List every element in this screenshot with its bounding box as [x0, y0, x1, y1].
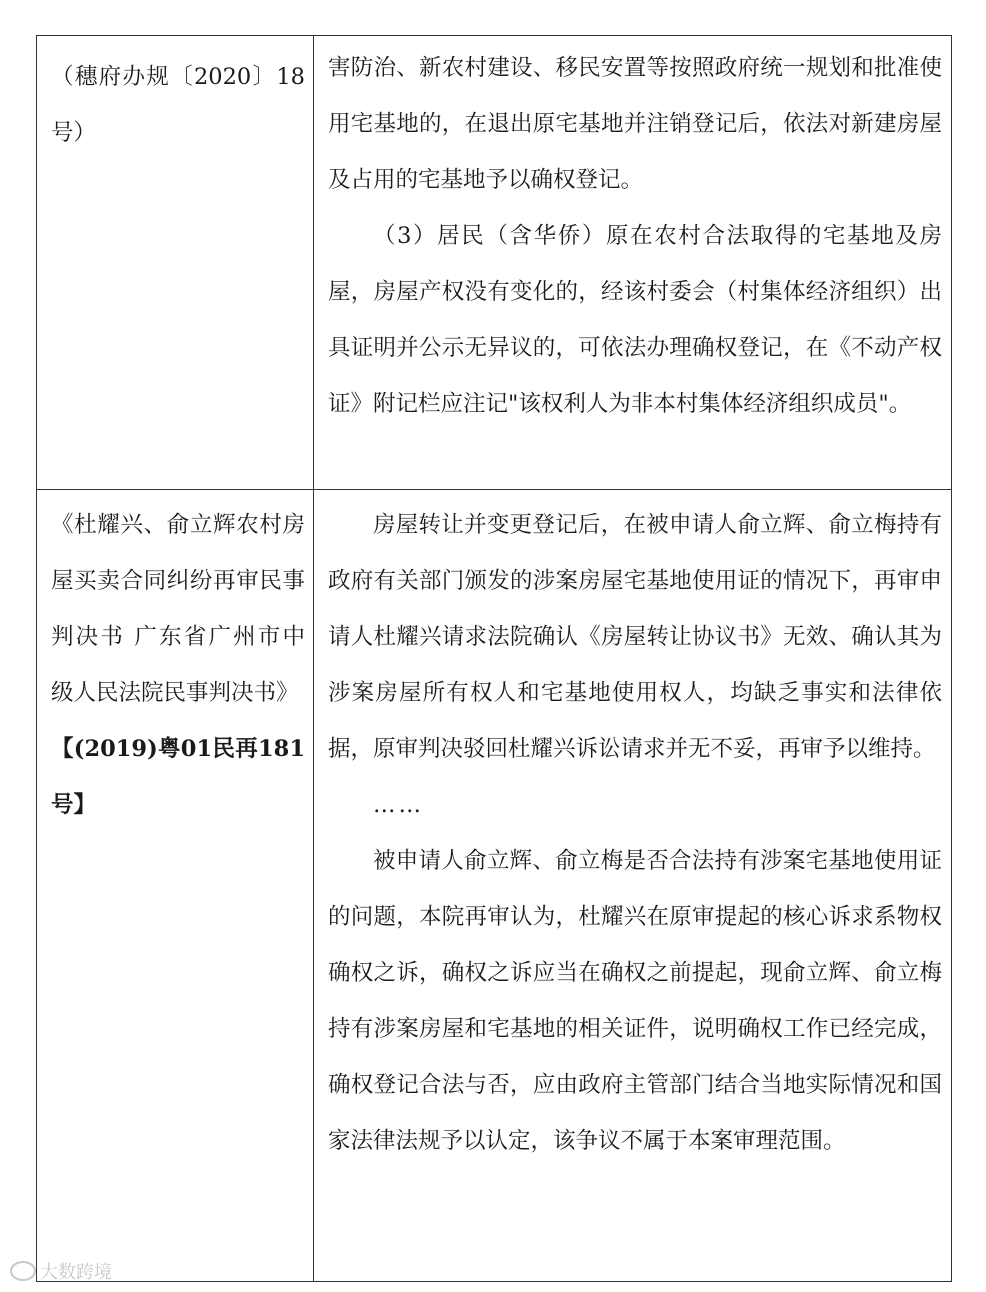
row-1-source-cell [37, 49, 313, 161]
row-2-ellipsis: …… [373, 792, 424, 818]
row-divider [37, 489, 951, 490]
row-1-content-cell [314, 40, 952, 432]
row-1-source-text: （穗府办规〔2020〕18号） [51, 64, 305, 146]
row-2-paragraph-1: 房屋转让并变更登记后，在被申请人俞立辉、俞立梅持有政府有关部门颁发的涉案房屋宅基地使用证的情况下，再审申请人杜耀兴请求法院确认《房屋转让协议书》无效、确认其为涉案房屋所有权人和宅基地使用权人，均缺乏事实和法律依据，原审判决驳回杜耀兴诉讼请求并无不妥，再审予以维持。 [328, 512, 942, 762]
row-2-case-title: 《杜耀兴、俞立辉农村房屋买卖合同纠纷再审民事判决书 广东省广州市中级人民法院民事判决书》 [51, 512, 305, 706]
row-2-content-cell [314, 497, 952, 1169]
row-2-source-cell [37, 497, 313, 833]
row-2-paragraph-2: 被申请人俞立辉、俞立梅是否合法持有涉案宅基地使用证的问题，本院再审认为，杜耀兴在原审提起的核心诉求系物权确权之诉，确权之诉应当在确权之前提起，现俞立辉、俞立梅持有涉案房屋和宅基地的相关证件，说明确权工作已经完成，确权登记合法与否，应由政府主管部门结合当地实际情况和国家法律法规予以认定，该争议不属于本案审理范围。 [328, 848, 942, 1154]
watermark-logo-icon [10, 1261, 36, 1281]
row-1-paragraph-2: （3）居民（含华侨）原在农村合法取得的宅基地及房屋，房屋产权没有变化的，经该村委会（村集体经济组织）出具证明并公示无异议的，可依法办理确权登记，在《不动产权证》附记栏应注记"该权利人为非本村集体经济组织成员"。 [328, 223, 942, 417]
watermark [10, 1258, 112, 1284]
watermark-text: 大数跨境 [40, 1262, 112, 1283]
row-2-case-number: 【(2019)粤01民再181号】 [51, 736, 305, 818]
document-table [36, 35, 952, 1282]
row-1-paragraph-1: 害防治、新农村建设、移民安置等按照政府统一规划和批准使用宅基地的，在退出原宅基地并注销登记后，依法对新建房屋及占用的宅基地予以确权登记。 [328, 55, 942, 193]
